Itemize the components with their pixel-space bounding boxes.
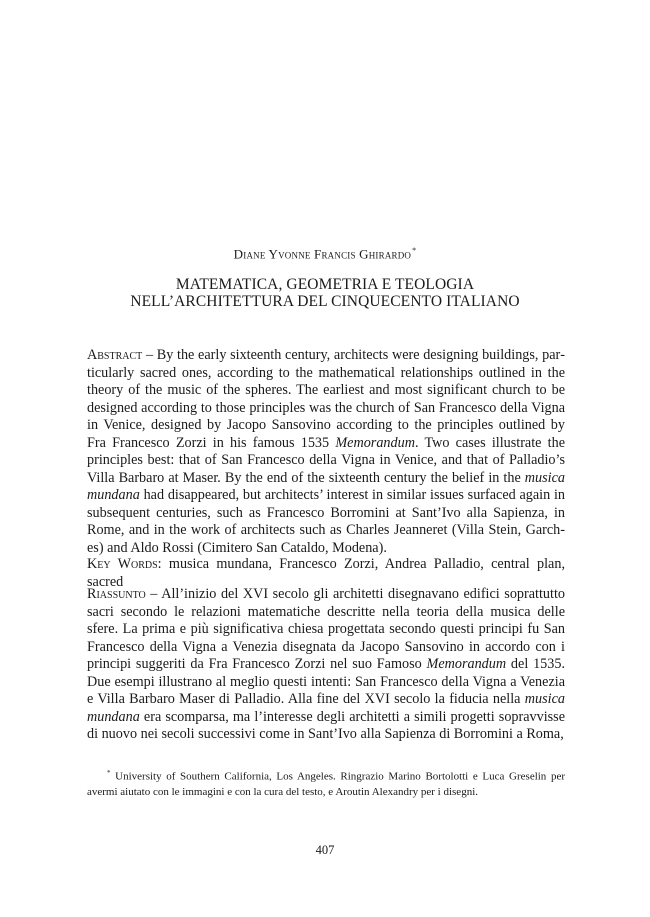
- page-number: 407: [315, 843, 335, 857]
- riassunto-paragraph: [87, 586, 565, 744]
- footnote: [87, 766, 565, 800]
- abstract-text-3: had disappeared, but architects’ interest in similar issues surfaced again in subsequent centuries, such as Francesco Borromini at Sant’Ivo alla Sapienza, in Rome, and in the work of architects such as Charles Jeanneret (Villa Stein, Garches) and Aldo Rossi (Cimitero San Cataldo, Modena).: [87, 487, 565, 556]
- riassunto-label: Riassunto: [87, 586, 146, 602]
- keywords-label: Key Words: [87, 556, 158, 572]
- title-line-2: NELL’ARCHITETTURA DEL CINQUECENTO ITALIANO: [130, 293, 520, 310]
- footnote-mark: *: [107, 769, 111, 777]
- riassunto-text-3: era scomparsa, ma l’interesse degli architetti a simili progetti sopravvisse di nuovo nei secoli successivi come in Sant’Ivo alla Sapienza di Borromini a Roma,: [87, 708, 565, 742]
- abstract-paragraph: [87, 347, 565, 557]
- article-title: [0, 276, 650, 310]
- abstract-italic-1: Memorandum: [335, 434, 415, 451]
- footnote-text: University of Southern California, Los Angeles. Ringrazio Marino Bortolotti e Luca Greselin per avermi aiutato con le immagini e con la cura del testo, e Aroutin Alexandry per i disegni.: [87, 770, 566, 798]
- keywords-sep: :: [157, 556, 169, 572]
- riassunto-text-1: All’inizio del XVI secolo gli architetti disegnavano edifici soprattutto sacri secondo le relazioni matematiche descritte nella teoria della musica delle sfere. La prima e più significativa chiesa progettata secondo questi principi fu San Francesco della Vigna a Venezia disegnata da Jacopo Sansovino in accordo con i principi suggeriti da Fra Francesco Zorzi nel suo Famoso: [87, 586, 565, 672]
- title-line-1: MATEMATICA, GEOMETRIA E TEOLOGIA: [175, 276, 475, 293]
- keywords-text: musica mundana, Francesco Zorzi, Andrea Palladio, central plan, sacred: [87, 556, 565, 590]
- author-name: Diane Yvonne Francis Ghirardo: [233, 246, 412, 262]
- riassunto-italic-1: Memorandum: [426, 656, 507, 672]
- abstract-dash: –: [142, 347, 157, 363]
- article-author: [0, 246, 650, 262]
- author-footnote-mark: *: [412, 246, 417, 255]
- abstract-text-2: . Two cases illustrate the principles best: that of San Francesco della Vigna in Venice, and that of Palladio’s Villa Barbaro at Maser. By the end of the sixteenth century the belief in the: [87, 434, 565, 486]
- abstract-italic-2: musica mundana: [87, 469, 565, 503]
- riassunto-dash: –: [145, 586, 162, 602]
- abstract-text-1: By the early sixteenth century, architects were designing buildings, particularly sacred ones, according to the mathematical relationships outlined in the theory of the music of the spheres. The earliest and most significant church to be designed according to those principles was the church of San Francesco della Vigna in Venice, designed by Jacopo Sansovino according to the principles outlined by Fra Francesco Zorzi in his famous 1535: [87, 347, 565, 451]
- abstract-label: Abstract: [87, 347, 143, 363]
- riassunto-text-2: del 1535. Due esempi illustrano al meglio questi intenti: San Francesco della Vigna a Venezia e Villa Barbaro Maser di Palladio. Alla fine del XVI secolo la fiducia nella: [87, 656, 565, 707]
- riassunto-italic-2: musica mundana: [87, 691, 565, 725]
